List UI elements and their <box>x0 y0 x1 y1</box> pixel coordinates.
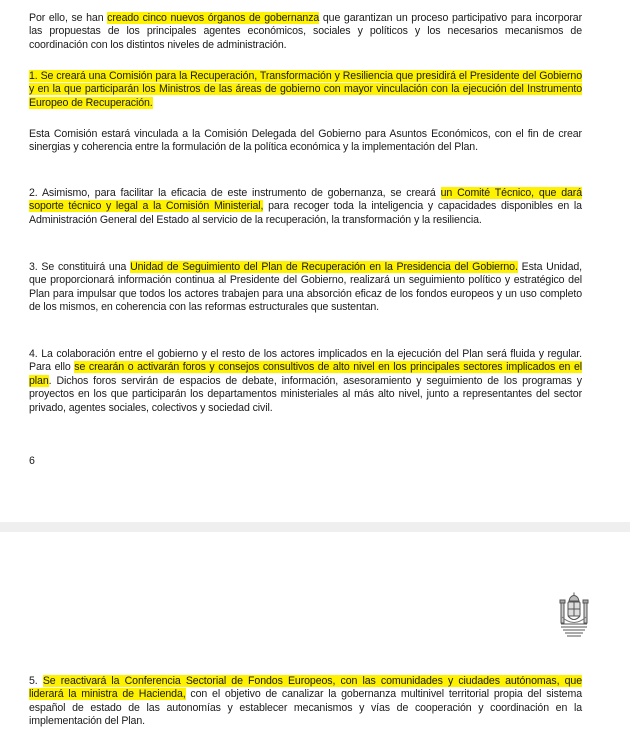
highlight: Unidad de Seguimiento del Plan de Recuperación en la Presidencia del Gobierno. <box>130 261 518 273</box>
paragraph-item-2: 2. Asimismo, para facilitar la eficacia de este instrumento de gobernanza, se creará un Comité Técnico, que dará soporte técnico y legal a la Comisión Ministerial, para recoger toda la inteligencia y capacidades disponibles en la Administración General del Estado al servicio de la recuperación, la transformación y la resiliencia. <box>29 187 582 226</box>
paragraph-commission: Esta Comisión estará vinculada a la Comisión Delegada del Gobierno para Asuntos Económicos, con el fin de crear sinergias y coherencia entre la formulación de la política económica y la implementación del Plan. <box>29 128 582 154</box>
highlight: un Comité Técnico, que dará soporte técnico y legal a la Comisión Ministerial, <box>29 187 582 213</box>
paragraph-item-1 <box>29 70 582 110</box>
spain-coat-of-arms-icon <box>559 592 589 638</box>
highlight: Se reactivará la Conferencia Sectorial de Fondos Europeos, con las comunidades y ciudades autónomas, que liderará la ministra de Hacienda, <box>29 675 582 701</box>
highlight: 1. Se creará una Comisión para la Recuperación, Transformación y Resiliencia que presidirá el Presidente del Gobierno y en la que participarán los Ministros de las áreas de gobierno con mayor vinculación con la ejecución del Instrumento Europeo de Recuperación. <box>29 70 582 109</box>
document-page-2 <box>0 532 630 754</box>
page-number: 6 <box>29 455 35 467</box>
highlight: se crearán o activarán foros y consejos consultivos de alto nivel en los principales sectores implicados en el plan <box>29 361 582 387</box>
page-separator <box>0 522 630 532</box>
paragraph-item-4: 4. La colaboración entre el gobierno y el resto de los actores implicados en la ejecución del Plan será fluida y regular. Para ello se crearán o activarán foros y consejos consultivos de alto nivel en los principales sectores implicados en el plan. Dichos foros servirán de espacios de debate, información, asesoramiento y seguimiento de los programas y proyectos en los que participarán los departamentos ministeriales al más alto nivel, junto a representantes del sector privado, agentes sociales, colectivos y sociedad civil. <box>29 348 582 414</box>
paragraph-intro: Por ello, se han creado cinco nuevos órganos de gobernanza que garantizan un proceso participativo para incorporar las propuestas de los principales agentes económicos, sociales y políticos y los necesarios mecanismos de coordinación con los distintos niveles de administración. <box>29 12 583 51</box>
highlight: creado cinco nuevos órganos de gobernanza <box>107 12 320 24</box>
paragraph-item-5: 5. Se reactivará la Conferencia Sectorial de Fondos Europeos, con las comunidades y ciudades autónomas, que liderará la ministra de Hacienda, con el objetivo de canalizar la gobernanza multinivel territorial propia del sistema español de estado de las autonomías y establecer mecanismos y vías de cooperación y coordinación en la implementación del Plan. <box>29 675 582 728</box>
paragraph-item-3: 3. Se constituirá una Unidad de Seguimiento del Plan de Recuperación en la Presidencia del Gobierno. Esta Unidad, que proporcionará información continua al Presidente del Gobierno, realizará un seguimiento político y estratégico del Plan para impulsar que todos los actores trabajen para una absorción eficaz de los fondos europeos y un uso completo de los mismos, en coherencia con las reformas estructurales que sustentan. <box>29 261 582 314</box>
